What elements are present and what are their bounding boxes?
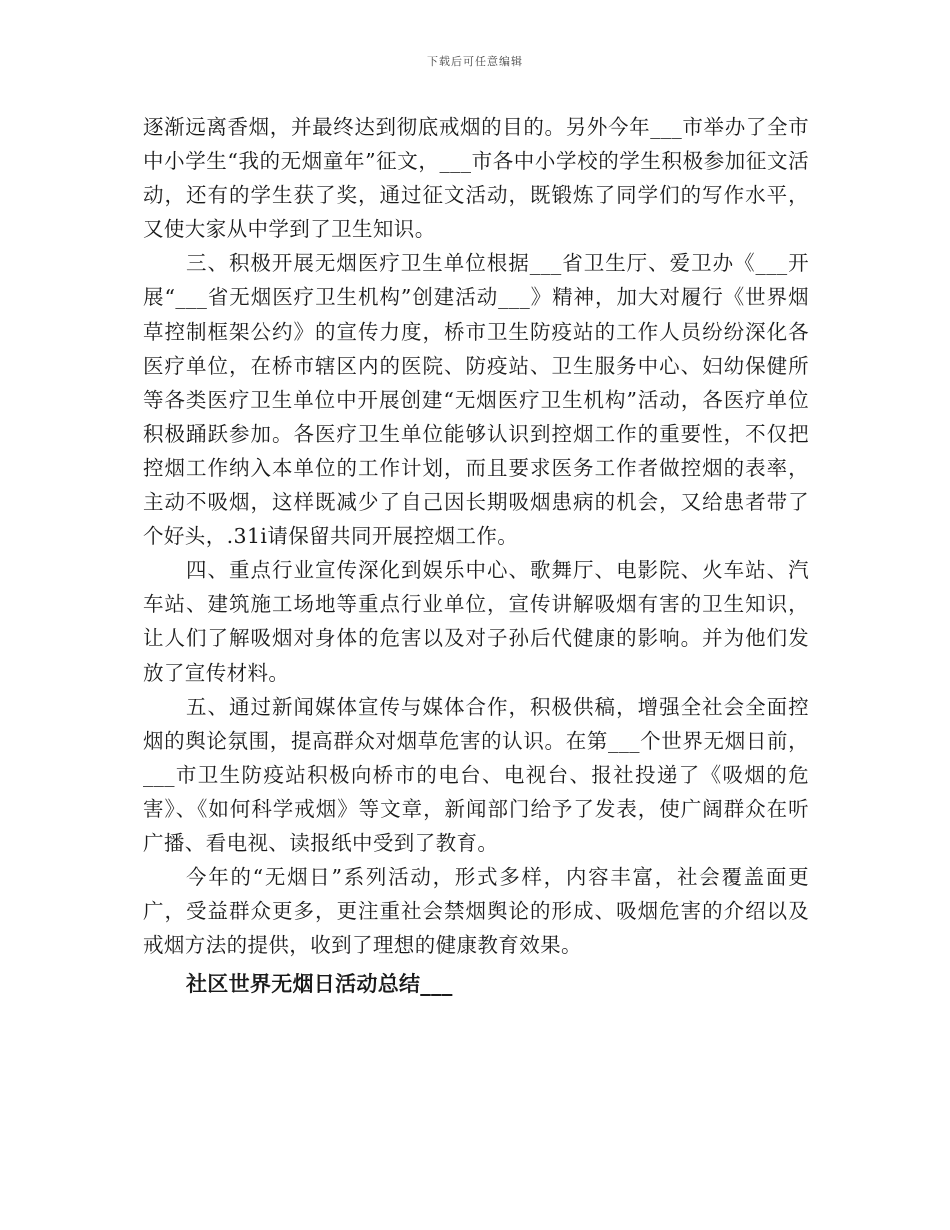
paragraph-section-4: 四、重点行业宣传深化到娱乐中心、歌舞厅、电影院、火车站、汽车站、建筑施工场地等重点行业单位，宣传讲解吸烟有害的卫生知识，让人们了解吸烟对身体的危害以及对子孙后代健康的影响。并为他们发放了宣传材料。 bbox=[143, 558, 809, 685]
document-body bbox=[143, 110, 809, 1002]
paragraph-section-3: 三、积极开展无烟医疗卫生单位根据___省卫生厅、爱卫办《___开展“___省无烟医疗卫生机构”创建活动___》精神，加大对履行《世界烟草控制框架公约》的宣传力度，桥市卫生防疫站的工作人员纷纷深化各医疗单位，在桥市辖区内的医院、防疫站、卫生服务中心、妇幼保健所等各类医疗卫生单位中开展创建“无烟医疗卫生机构”活动，各医疗单位积极踊跃参加。各医疗卫生单位能够认识到控烟工作的重要性，不仅把控烟工作纳入本单位的工作计划，而且要求医务工作者做控烟的表率，主动不吸烟，这样既减少了自己因长期吸烟患病的机会，又给患者带了个好头，.31i请保留共同开展控烟工作。 bbox=[143, 251, 809, 549]
paragraph-summary: 今年的“无烟日”系列活动，形式多样，内容丰富，社会覆盖面更广，受益群众更多，更注重社会禁烟舆论的形成、吸烟危害的介绍以及戒烟方法的提供，收到了理想的健康教育效果。 bbox=[143, 865, 809, 958]
paragraph-section-5: 五、通过新闻媒体宣传与媒体合作，积极供稿，增强全社会全面控烟的舆论氛围，提高群众对烟草危害的认识。在第___个世界无烟日前，___市卫生防疫站积极向桥市的电台、电视台、报社投递了《吸烟的危害》、《如何科学戒烟》等文章，新闻部门给予了发表，使广阔群众在听广播、看电视、读报纸中受到了教育。 bbox=[143, 694, 809, 855]
page-header-note: 下载后可任意编辑 bbox=[427, 55, 523, 68]
paragraph-continuation: 逐渐远离香烟，并最终达到彻底戒烟的目的。另外今年___市举办了全市中小学生“我的无烟童年”征文，___市各中小学校的学生积极参加征文活动，还有的学生获了奖，通过征文活动，既锻炼了同学们的写作水平，又使大家从中学到了卫生知识。 bbox=[143, 115, 809, 242]
section-heading: 社区世界无烟日活动总结___ bbox=[186, 972, 453, 997]
